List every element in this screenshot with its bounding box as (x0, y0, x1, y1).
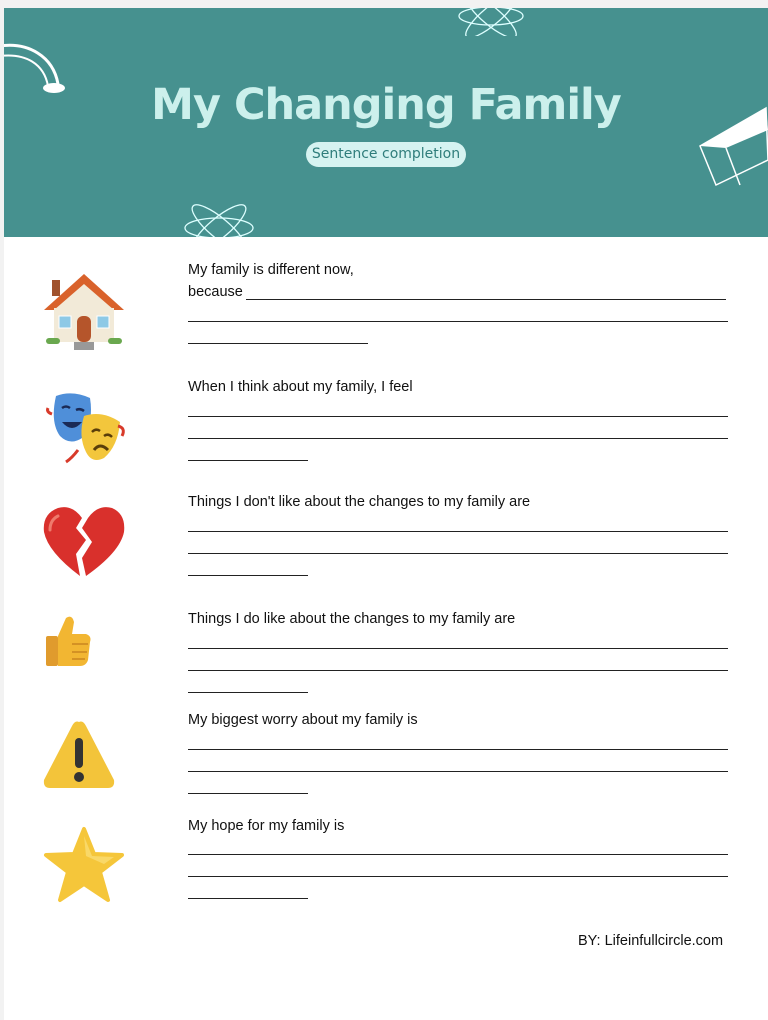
answer-line[interactable] (188, 854, 728, 855)
atom-decoration-icon (182, 198, 256, 237)
answer-line[interactable] (188, 460, 308, 461)
warning-icon (42, 718, 116, 790)
answer-line[interactable] (188, 898, 308, 899)
answer-line[interactable] (188, 648, 728, 649)
answer-line[interactable] (188, 343, 368, 344)
atom-decoration-icon (456, 8, 526, 36)
page-title: My Changing Family (151, 80, 621, 130)
answer-line[interactable] (188, 321, 728, 322)
house-icon (42, 272, 126, 352)
answer-line[interactable] (188, 553, 728, 554)
prompt-5-text: My biggest worry about my family is (188, 712, 418, 728)
answer-line[interactable] (188, 749, 728, 750)
answer-line[interactable] (188, 793, 308, 794)
prompt-2-text: When I think about my family, I feel (188, 379, 413, 395)
prompt-3-text: Things I don't like about the changes to my family are (188, 494, 531, 510)
answer-line[interactable] (188, 670, 728, 671)
prompt-1-line1: My family is different now, (188, 262, 354, 278)
answer-line[interactable] (188, 876, 728, 877)
broken-heart-icon (42, 504, 126, 580)
star-icon (42, 826, 126, 906)
answer-line[interactable] (188, 575, 308, 576)
theater-masks-icon (42, 392, 126, 464)
author-credit: BY: Lifeinfullcircle.com (578, 933, 724, 949)
header-banner (4, 8, 768, 237)
answer-line[interactable] (188, 771, 728, 772)
answer-line[interactable] (188, 692, 308, 693)
prompt-6-text: My hope for my family is (188, 818, 345, 834)
subtitle-badge: Sentence completion (306, 142, 466, 167)
answer-line[interactable] (188, 531, 728, 532)
thumbs-up-icon (44, 614, 94, 668)
answer-line[interactable] (188, 438, 728, 439)
worksheet-page (4, 8, 768, 1020)
answer-line[interactable] (246, 299, 726, 300)
prompt-1-line2: because (188, 284, 243, 300)
prompt-4-text: Things I do like about the changes to my family are (188, 611, 516, 627)
answer-line[interactable] (188, 416, 728, 417)
